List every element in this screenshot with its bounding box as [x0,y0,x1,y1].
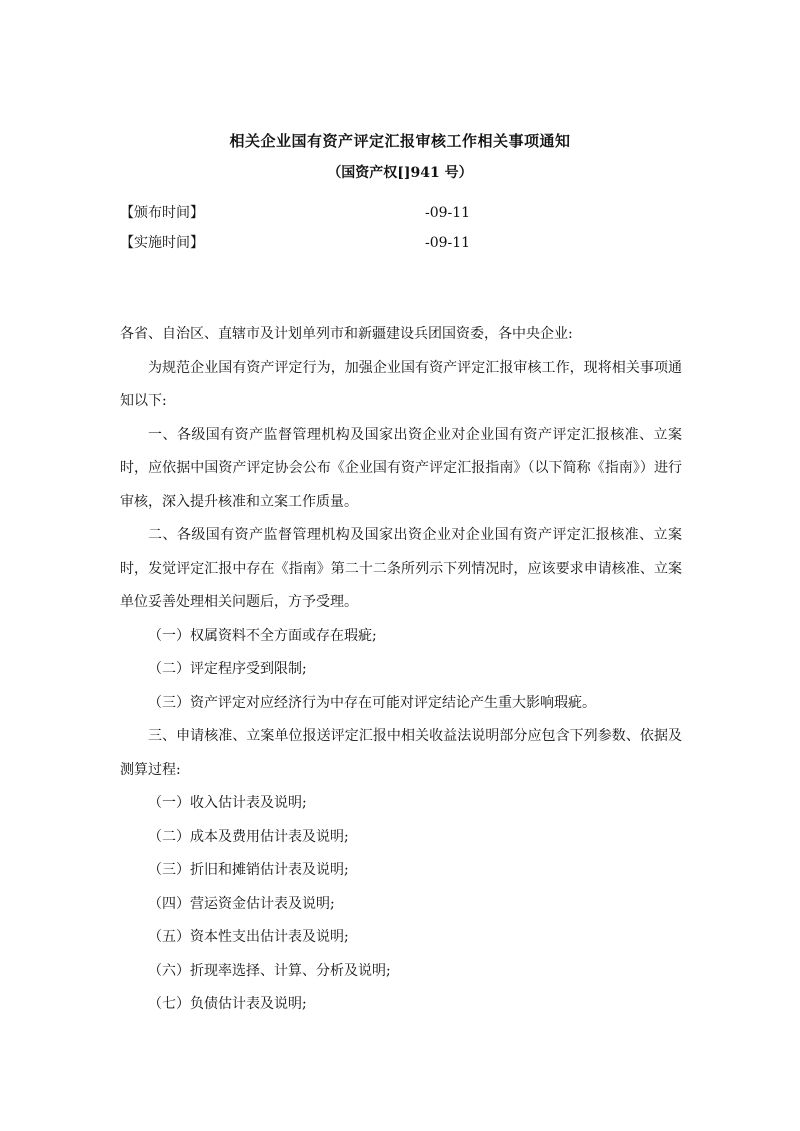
paragraph-intro: 为规范企业国有资产评定行为，加强企业国有资产评定汇报审核工作，现将相关事项通知以下: [120,359,682,409]
list-item: （一）权属资料不全方面或存在瑕疵; [148,627,377,644]
document-body [120,318,682,1022]
list-item: （七）负债估计表及说明; [148,996,307,1012]
document-number: （国资产权[]941 号） [327,165,473,181]
list-item: （二）成本及费用估计表及说明; [148,828,349,845]
list-item: （五）资本性支出估计表及说明; [148,929,349,945]
paragraph-section-3: 三、申请核准、立案单位报送评定汇报中相关收益法说明部分应包含下列参数、依据及测算过程: [120,728,682,778]
issue-date-value: -09-11 [425,205,471,221]
effective-date-value: -09-11 [425,235,471,251]
list-item: （六）折现率选择、计算、分析及说明; [148,962,391,979]
meta-row-issue-date [120,202,680,224]
document-title: 相关企业国有资产评定汇报审核工作相关事项通知 [229,132,571,150]
effective-date-label: 【实施时间】 [120,235,204,251]
list-item: （三）资产评定对应经济行为中存在可能对评定结论产生重大影响瑕疵。 [148,694,596,711]
paragraph-section-2: 二、各级国有资产监督管理机构及国家出资企业对企业国有资产评定汇报核准、立案时，发觉评定汇报中存在《指南》第二十二条所列示下列情况时，应该要求申请核准、立案单位妥善处理相关问题后，方予受理。 [120,527,682,610]
salutation: 各省、自治区、直辖市及计划单列市和新疆建设兵团国资委，各中央企业: [120,326,573,342]
paragraph-section-1: 一、各级国有资产监督管理机构及国家出资企业对企业国有资产评定汇报核准、立案时，应依据中国资产评定协会公布《企业国有资产评定汇报指南》（以下简称《指南》）进行审核，深入提升核准和立案工作质量。 [120,426,682,510]
list-item: （二）评定程序受到限制; [148,661,307,677]
meta-row-effective-date [120,232,680,254]
list-item: （三）折旧和摊销估计表及说明; [148,862,349,878]
list-item: （一）收入估计表及说明; [148,795,307,811]
issue-date-label: 【颁布时间】 [120,205,204,221]
list-item: （四）营运资金估计表及说明; [148,895,335,912]
